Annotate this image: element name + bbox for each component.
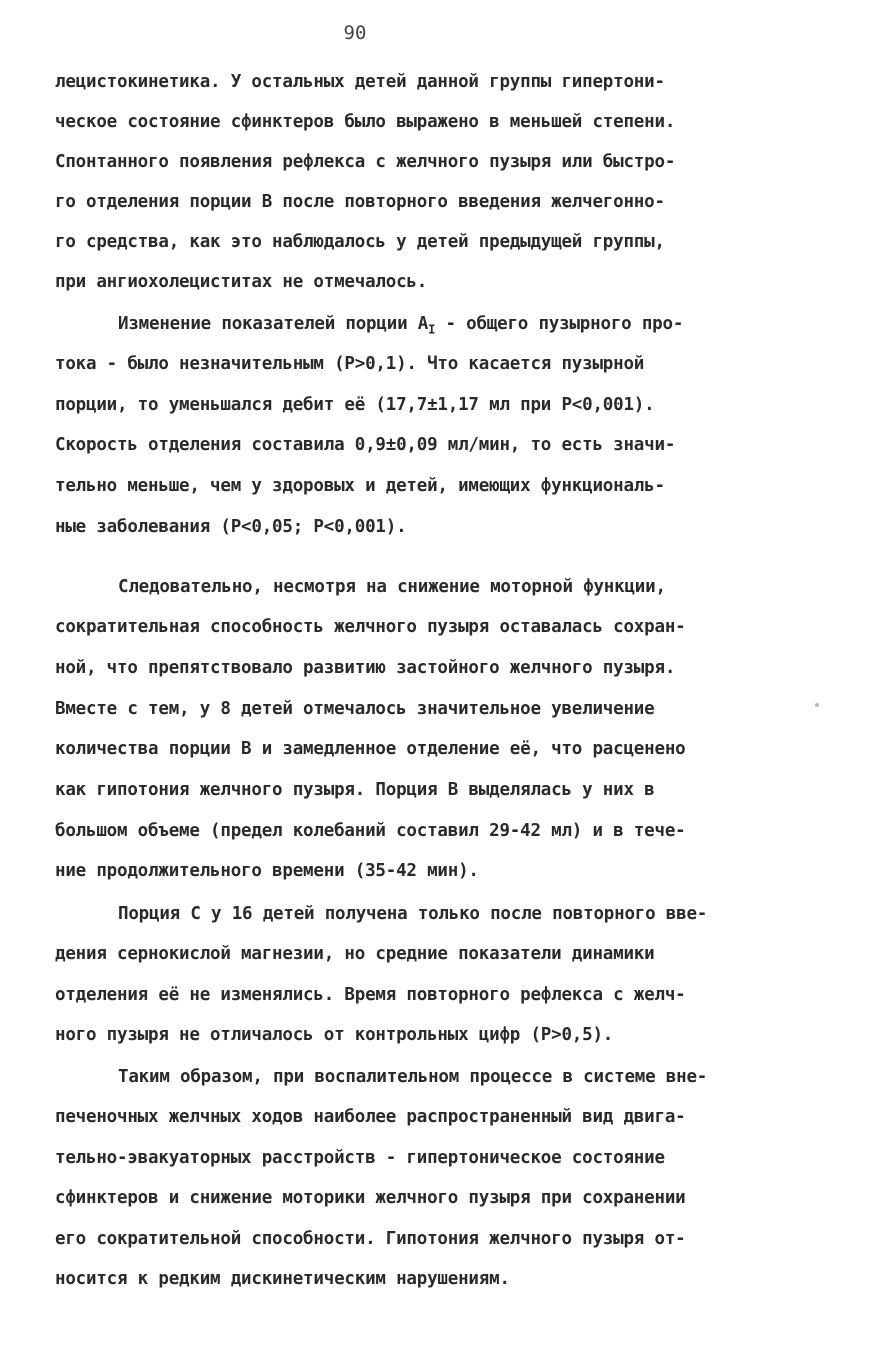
text-line: тельно меньше, чем у здоровых и детей, имеющих функциональ- [55,476,665,496]
text-line: Спонтанного появления рефлекса с желчного пузыря или быстро- [55,152,676,172]
text-line: большом объеме (предел колебаний составил 29-42 мл) и в тече- [55,821,686,841]
text-line: Скорость отделения составила 0,9±0,09 мл/мин, то есть значи- [55,435,676,455]
text-line: отделения её не изменялись. Время повторного рефлекса с желч- [55,985,686,1005]
text-line: тельно-эвакуаторных расстройств - гипертоническое состояние [55,1148,665,1168]
text-line: Таким образом, при воспалительном процессе в системе вне- [118,1067,708,1087]
scan-speck [815,703,819,707]
text-line: носится к редким дискинетическим нарушениям. [55,1269,510,1289]
text-line: при ангиохолециститах не отмечалось. [55,272,428,292]
text-line: го отделения порции В после повторного введения желчегонно- [55,192,665,212]
subscript: I [428,322,436,337]
text-line: ческое состояние сфинктеров было выражено в меньшей степени. [55,112,676,132]
text-line: его сократительной способности. Гипотония желчного пузыря от- [55,1229,686,1249]
text-line: количества порции В и замедленное отделение её, что расценено [55,739,686,759]
text-line: лецистокинетика. У остальных детей данной группы гипертони- [55,72,665,92]
text-line: го средства, как это наблюдалось у детей предыдущей группы, [55,232,665,252]
text-line: тока - было незначительным (Р>0,1). Что касается пузырной [55,354,645,374]
text-fragment: - общего пузырного про- [435,314,684,334]
text-line: ные заболевания (Р<0,05; Р<0,001). [55,517,407,537]
text-line: ного пузыря не отличалось от контрольных цифр (Р>0,5). [55,1025,614,1045]
text-line: ние продолжительного времени (35-42 мин). [55,861,479,881]
text-line: дения сернокислой магнезии, но средние показатели динамики [55,944,655,964]
text-line: как гипотония желчного пузыря. Порция В выделялась у них в [55,780,655,800]
text-line: Следовательно, несмотря на снижение моторной функции, [118,577,666,597]
text-line-with-subscript [118,312,683,342]
text-line: ной, что препятствовало развитию застойного желчного пузыря. [55,658,676,678]
text-line: Порция С у 16 детей получена только после повторного вве- [118,904,708,924]
text-line: порции, то уменьшался дебит её (17,7±1,17 мл при Р<0,001). [55,395,655,415]
text-line: сократительная способность желчного пузыря оставалась сохран- [55,617,686,637]
text-line: печеночных желчных ходов наиболее распространенный вид двига- [55,1107,686,1127]
text-fragment: Изменение показателей порции А [118,314,429,334]
text-line: Вместе с тем, у 8 детей отмечалось значительное увеличение [55,699,655,719]
text-line: сфинктеров и снижение моторики желчного пузыря при сохранении [55,1188,686,1208]
page-number: 90 [343,22,367,44]
